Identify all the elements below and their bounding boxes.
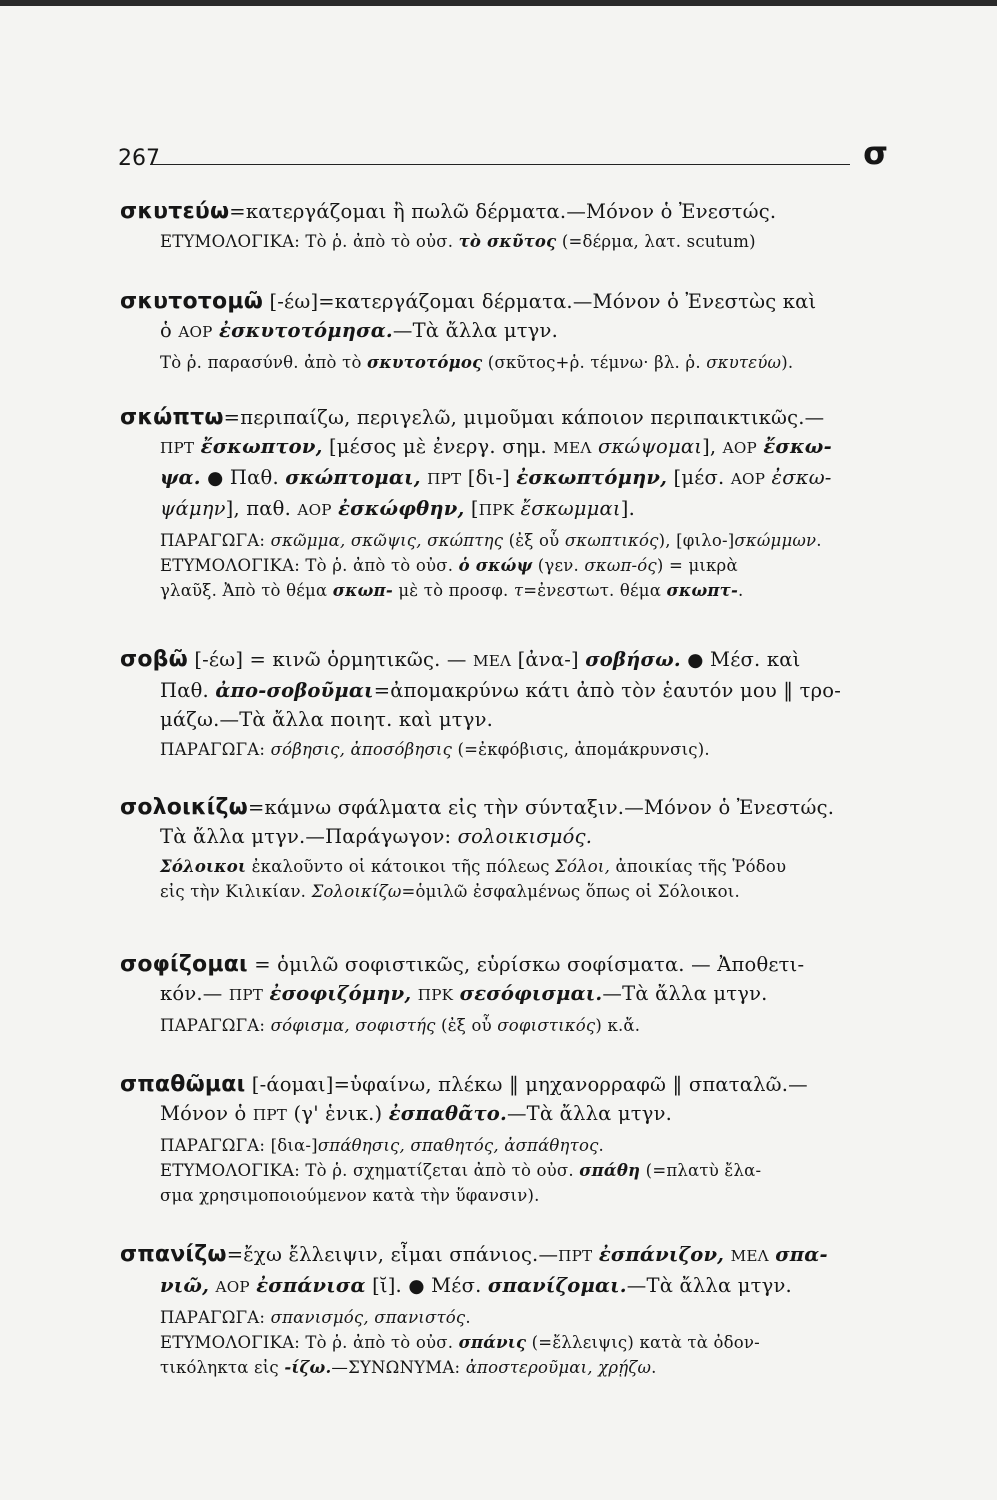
definition-line: νιῶ, ΑΟΡ ἐσπάνισα [ῐ]. ● Μέσ. σπανίζομαι.—Τὰ ἄλλα μτγν. <box>160 1274 792 1297</box>
definition-line: σπαθῶμαι [-άομαι]=ὑφαίνω, πλέκω ‖ μηχανορραφῶ ‖ σπαταλῶ.— <box>120 1072 808 1097</box>
headword: σκώπτω <box>120 405 224 430</box>
page-top-edge <box>0 0 997 6</box>
definition-line: σπανίζω=ἔχω ἔλλειψιν, εἶμαι σπάνιος.—ΠΡΤ ἐσπάνιζον, ΜΕΛ σπα- <box>120 1242 828 1267</box>
entry-spanizo <box>120 1240 890 1380</box>
bullet-icon: ● <box>687 650 704 671</box>
etymology-line: σμα χρησιμοποιούμενον κατὰ τὴν ὕφανσιν). <box>160 1186 540 1205</box>
headword: σπαθῶμαι <box>120 1072 246 1097</box>
entry-spathomai <box>120 1070 890 1208</box>
note-line: Σόλοικοι ἐκαλοῦντο οἱ κάτοικοι τῆς πόλεως Σόλοι, ἀποικίας τῆς Ῥόδου <box>160 857 787 876</box>
derivatives-line: ΠΑΡΑΓΩΓΑ: [δια-]σπάθησις, σπαθητός, ἀσπάθητος. <box>160 1136 604 1155</box>
etymology-line: ΕΤΥΜΟΛΟΓΙΚΑ: Τὸ ῥ. σχηματίζεται ἀπὸ τὸ οὐσ. σπάθη (=πλατὺ ἔλα- <box>160 1161 762 1180</box>
etymology-line: ΕΤΥΜΟΛΟΓΙΚΑ: Τὸ ῥ. ἀπὸ τὸ οὐσ. σπάνις (=ἔλλειψις) κατὰ τὰ ὀδον- <box>160 1333 760 1352</box>
entry-skyteyo <box>120 197 890 254</box>
definition-line: σοβῶ [-έω] = κινῶ ὁρμητικῶς. — ΜΕΛ [ἀνα-] σοβήσω. ● Μέσ. καὶ <box>120 647 801 672</box>
headword: σοβῶ <box>120 647 188 672</box>
section-letter: σ <box>863 134 888 172</box>
etymology-line: τικόληκτα εἰς -ίζω.—ΣΥΝΩΝΥΜΑ: ἀποστεροῦμαι, χρῄζω. <box>160 1358 657 1377</box>
definition-line: κόν.— ΠΡΤ ἐσοφιζόμην, ΠΡΚ σεσόφισμαι.—Τὰ ἄλλα μτγν. <box>160 982 768 1005</box>
headword: σοφίζομαι <box>120 952 248 977</box>
headword: σπανίζω <box>120 1242 227 1267</box>
headword: σολοικίζω <box>120 795 248 820</box>
derivatives-line: ΠΑΡΑΓΩΓΑ: σόφισμα, σοφιστής (ἐξ οὗ σοφιστικός) κ.ἄ. <box>160 1016 641 1035</box>
definition-line: σκυτοτομῶ [-έω]=κατεργάζομαι δέρματα.—Μόνον ὁ Ἐνεστὼς καὶ <box>120 289 817 314</box>
entry-sofizomai <box>120 950 890 1038</box>
headword: σκυτοτομῶ <box>120 289 264 314</box>
derivatives-line: ΠΑΡΑΓΩΓΑ: σπανισμός, σπανιστός. <box>160 1308 471 1327</box>
derivatives-line: ΠΑΡΑΓΩΓΑ: σόβησις, ἀποσόβησις (=ἐκφόβισις, ἀπομάκρυνσις). <box>160 740 710 759</box>
etymology-line: ΕΤΥΜΟΛΟΓΙΚΑ: Τὸ ῥ. ἀπὸ τὸ οὐσ. τὸ σκῦτος (=δέρμα, λατ. scutum) <box>160 232 756 251</box>
definition-line: ψα. ● Παθ. σκώπτομαι, ΠΡΤ [δι-] ἐσκωπτόμην, [μέσ. ΑΟΡ ἐσκω- <box>160 466 832 489</box>
etymology-line: ΕΤΥΜΟΛΟΓΙΚΑ: Τὸ ῥ. ἀπὸ τὸ οὐσ. ὁ σκώψ (γεν. σκωπ-ός) = μικρὰ <box>160 556 738 575</box>
note-line: Τὸ ῥ. παρασύνθ. ἀπὸ τὸ σκυτοτόμος (σκῦτος+ῥ. τέμνω· βλ. ῥ. σκυτεύω). <box>160 353 794 372</box>
definition-line: Τὰ ἄλλα μτγν.—Παράγωγον: σολοικισμός. <box>160 825 593 848</box>
header-rule <box>150 164 850 165</box>
note-line: εἰς τὴν Κιλικίαν. Σολοικίζω=ὁμιλῶ ἐσφαλμένως ὅπως οἱ Σόλοικοι. <box>160 882 740 901</box>
definition-line: Παθ. ἀπο-σοβοῦμαι=ἀπομακρύνω κάτι ἀπὸ τὸν ἑαυτόν μου ‖ τρο- <box>160 679 842 702</box>
bullet-icon: ● <box>207 468 224 489</box>
bullet-icon: ● <box>408 1276 425 1297</box>
page-header <box>118 134 888 178</box>
etymology-line: γλαῦξ. Ἀπὸ τὸ θέμα σκωπ- μὲ τὸ προσφ. τ=ἐνεστωτ. θέμα σκωπτ-. <box>160 581 744 600</box>
definition-line: μάζω.—Τὰ ἄλλα ποιητ. καὶ μτγν. <box>160 708 494 731</box>
entry-sobo <box>120 645 890 762</box>
page-number: 267 <box>118 146 160 171</box>
entry-soloikizo <box>120 793 890 904</box>
definition-line: ΠΡΤ ἔσκωπτον, [μέσος μὲ ἐνεργ. σημ. ΜΕΛ σκώψομαι], ΑΟΡ ἔσκω- <box>160 435 832 458</box>
entry-skopto <box>120 403 890 603</box>
definition-line: ὁ ΑΟΡ ἐσκυτοτόμησα.—Τὰ ἄλλα μτγν. <box>160 319 558 342</box>
definition-line: σκυτεύω=κατεργάζομαι ἢ πωλῶ δέρματα.—Μόνον ὁ Ἐνεστώς. <box>120 199 777 224</box>
definition-line: ψάμην], παθ. ΑΟΡ ἐσκώφθην, [ΠΡΚ ἔσκωμμαι]. <box>160 497 635 520</box>
headword: σκυτεύω <box>120 199 230 224</box>
entry-skytotomo <box>120 287 890 375</box>
derivatives-line: ΠΑΡΑΓΩΓΑ: σκῶμμα, σκῶψις, σκώπτης (ἐξ οὗ σκωπτικός), [φιλο-]σκώμμων. <box>160 531 822 550</box>
definition-line: σκώπτω=περιπαίζω, περιγελῶ, μιμοῦμαι κάποιον περιπαικτικῶς.— <box>120 405 825 430</box>
definition-line: σοφίζομαι = ὁμιλῶ σοφιστικῶς, εὑρίσκω σοφίσματα. — Ἀποθετι- <box>120 952 805 977</box>
definition-line: σολοικίζω=κάμνω σφάλματα εἰς τὴν σύνταξιν.—Μόνον ὁ Ἐνεστώς. <box>120 795 835 820</box>
definition-line: Μόνον ὁ ΠΡΤ (γ' ἑνικ.) ἐσπαθᾶτο.—Τὰ ἄλλα μτγν. <box>160 1102 673 1125</box>
